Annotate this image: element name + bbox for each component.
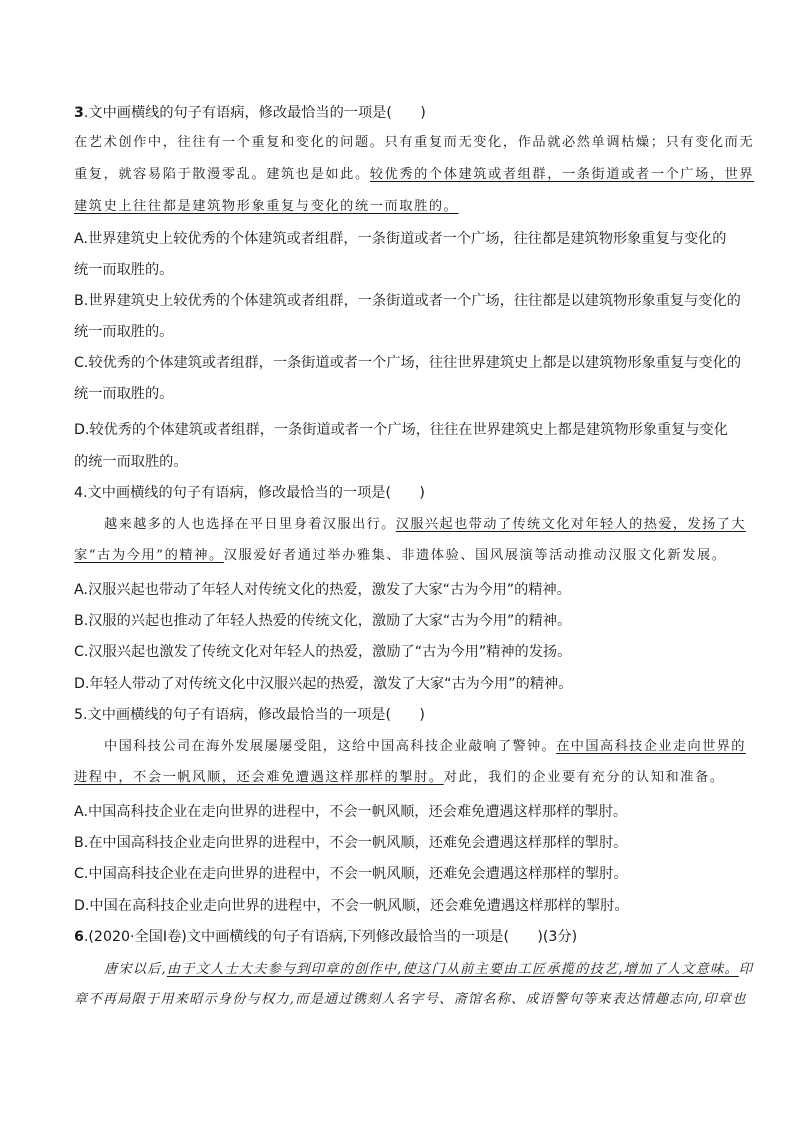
underlined-sentence: 由于文人士大夫参与到印章的创作中,使这门从前主要由工匠承揽的技艺,增加了人文意味。	[166, 962, 739, 977]
underlined-sentence: 较优秀的个体建筑或者组群，一条街道或者一个广场，世界	[369, 167, 755, 182]
question-number: 3	[74, 105, 84, 121]
option-d-cont: 的统一而取胜的。	[74, 454, 188, 470]
question-6-stem: 6.(2020·全国Ⅰ卷)文中画横线的句子有语病,下列修改最恰当的一项是( )(3分)	[74, 929, 578, 945]
question-5-passage-line: 中国科技公司在海外发展屡屡受阻，这给中国高科技企业敲响了警钟。在中国高科技企业走向世界的	[104, 739, 746, 754]
option-b: B.世界建筑史上较优秀的个体建筑或者组群，一条街道或者一个广场，往往都是以建筑物形象重复与变化的	[74, 293, 741, 309]
question-number: 6	[74, 929, 84, 945]
option-b: B.汉服的兴起也推动了年轻人热爱的传统文化，激励了大家“古为今用”的精神。	[74, 613, 572, 629]
option-c: C.汉服兴起也激发了传统文化对年轻人的热爱，激励了“古为今用”精神的发扬。	[74, 644, 572, 660]
underlined-sentence: 进程中，不会一帆风顺，还会难免遭遇这样那样的掣肘。	[74, 770, 444, 785]
option-a-cont: 统一而取胜的。	[74, 262, 174, 278]
option-a: A.世界建筑史上较优秀的个体建筑或者组群，一条街道或者一个广场，往往都是建筑物形象重复与变化的	[74, 231, 727, 247]
option-c-cont: 统一而取胜的。	[74, 386, 174, 402]
underlined-sentence: 汉服兴起也带动了传统文化对年轻人的热爱，发扬了大	[395, 517, 746, 532]
question-3-passage-line: 在艺术创作中，往往有一个重复和变化的问题。只有重复而无变化，作品就必然单调枯燥；只有变化而无	[74, 135, 755, 150]
option-b-cont: 统一而取胜的。	[74, 324, 174, 340]
option-c: C.较优秀的个体建筑或者组群，一条街道或者一个广场，往往世界建筑史上都是以建筑物形象重复与变化的	[74, 355, 742, 371]
question-4-stem: 4.文中画横线的句子有语病，修改最恰当的一项是( )	[74, 485, 425, 501]
question-4-passage-line: 越来越多的人也选择在平日里身着汉服出行。汉服兴起也带动了传统文化对年轻人的热爱，发扬了大	[104, 517, 746, 532]
option-d: D.中国在高科技企业走向世界的进程中，不会一帆风顺，还会难免遭遇这样那样的掣肘。	[74, 898, 629, 914]
question-5-passage-line: 进程中，不会一帆风顺，还会难免遭遇这样那样的掣肘。对此，我们的企业要有充分的认知和准备。	[74, 770, 725, 785]
underlined-sentence: 在中国高科技企业走向世界的	[556, 739, 746, 754]
question-5-stem: 5.文中画横线的句子有语病，修改最恰当的一项是( )	[74, 707, 425, 723]
question-4-passage-line: 家“古为今用”的精神。汉服爱好者通过举办雅集、非遗体验、国风展演等活动推动汉服文化新发展。	[74, 548, 727, 563]
question-6-passage-line: 章不再局限于用来昭示身份与权力,而是通过镌刻人名字号、斋馆名称、成语警句等来表达情趣志向,印章也	[74, 992, 747, 1007]
option-d: D.较优秀的个体建筑或者组群，一条街道或者一个广场，往往在世界建筑史上都是建筑物形象重复与变化	[74, 422, 728, 438]
underlined-sentence: 建筑史上往往都是建筑物形象重复与变化的统一而取胜的。	[74, 199, 459, 214]
question-6-passage-line: 唐宋以后,由于文人士大夫参与到印章的创作中,使这门从前主要由工匠承揽的技艺,增加了人文意味。印	[104, 962, 754, 977]
question-3-stem: 3.文中画横线的句子有语病，修改最恰当的一项是( )	[74, 105, 426, 121]
option-a: A.中国高科技企业在走向世界的进程中，不会一帆风顺，还会难免遭遇这样那样的掣肘。	[74, 804, 628, 820]
option-c: C.中国高科技企业在走向世界的进程中，不会一帆风顺，还难免会遭遇这样那样的掣肘。	[74, 866, 628, 882]
underlined-sentence: 家“古为今用”的精神。	[74, 548, 224, 563]
question-3-passage-line: 重复，就容易陷于散漫零乱。建筑也是如此。较优秀的个体建筑或者组群，一条街道或者一个广场，世界	[74, 167, 755, 182]
option-a: A.汉服兴起也带动了年轻人对传统文化的热爱，激发了大家“古为今用”的精神。	[74, 582, 571, 598]
option-d: D.年轻人带动了对传统文化中汉服兴起的热爱，激发了大家“古为今用”的精神。	[74, 676, 573, 692]
option-b: B.在中国高科技企业走向世界的进程中，不会一帆风顺，还难免会遭遇这样那样的掣肘。	[74, 835, 628, 851]
question-3-passage-line	[74, 197, 458, 217]
